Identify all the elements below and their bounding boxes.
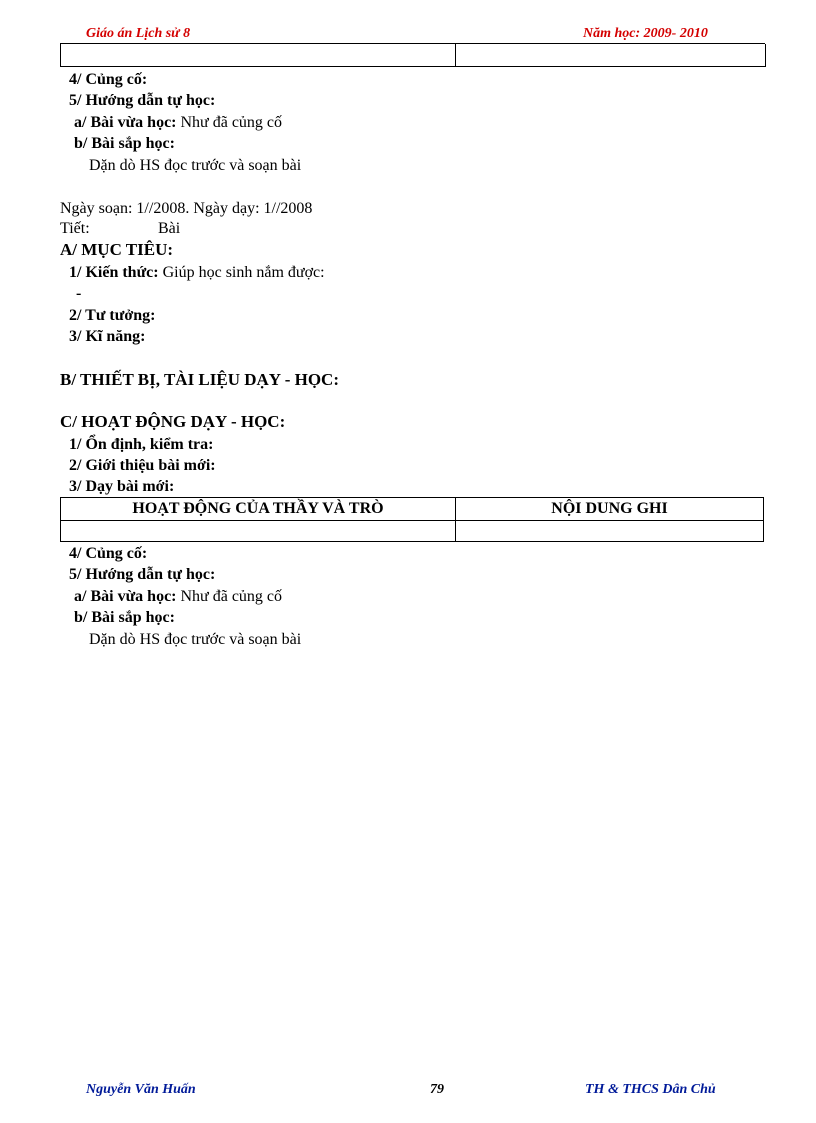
learned-lesson-text-2: Như đã củng cố xyxy=(176,588,283,605)
header-title: Giáo án Lịch sử 8 xyxy=(86,26,191,41)
learned-lesson-line xyxy=(74,114,282,132)
upcoming-lesson-label-2: b/ Bài sắp học: xyxy=(74,609,175,626)
teach-heading: 3/ Dạy bài mới: xyxy=(69,478,175,495)
section-a-heading: A/ MỤC TIÊU: xyxy=(60,240,174,259)
knowledge-text: Giúp học sinh nắm được: xyxy=(158,264,325,281)
upcoming-lesson-label: b/ Bài sắp học: xyxy=(74,135,175,152)
stabilize-heading: 1/ Ổn định, kiểm tra: xyxy=(69,436,214,453)
footer-author: Nguyễn Văn Huấn xyxy=(86,1082,196,1097)
learned-lesson-line-2 xyxy=(74,588,282,606)
learned-lesson-label-2: a/ Bài vừa học: xyxy=(74,588,177,605)
header-school-year: Năm học: 2009- 2010 xyxy=(583,26,708,41)
section-b-heading: B/ THIẾT BỊ, TÀI LIỆU DẠY - HỌC: xyxy=(60,370,339,389)
consolidate-heading: 4/ Củng cố: xyxy=(69,71,148,88)
self-study-heading: 5/ Hướng dẫn tự học: xyxy=(69,92,216,109)
upcoming-lesson-text: Dặn dò HS đọc trước và soạn bài xyxy=(89,157,302,174)
knowledge-line xyxy=(69,264,325,282)
learned-lesson-text: Như đã củng cố xyxy=(176,114,283,131)
self-study-heading-2: 5/ Hướng dẫn tự học: xyxy=(69,566,216,583)
footer-page-number: 79 xyxy=(430,1082,444,1097)
consolidate-heading-2: 4/ Củng cố: xyxy=(69,545,148,562)
bullet-dash: - xyxy=(76,285,82,302)
intro-heading: 2/ Giới thiệu bài mới: xyxy=(69,457,216,474)
ideology-heading: 2/ Tư tưởng: xyxy=(69,307,156,324)
table-header-notes: NỘI DUNG GHI xyxy=(551,500,668,517)
lesson-label: Bài xyxy=(158,220,181,237)
table-header-activities: HOẠT ĐỘNG CỦA THẦY VÀ TRÒ xyxy=(132,500,384,517)
lesson-dates: Ngày soạn: 1//2008. Ngày dạy: 1//2008 xyxy=(60,200,313,217)
table-column-divider xyxy=(455,44,456,66)
skills-heading: 3/ Kĩ năng: xyxy=(69,328,146,345)
previous-table-fragment xyxy=(60,44,766,67)
period-label: Tiết: xyxy=(60,220,90,237)
learned-lesson-label: a/ Bài vừa học: xyxy=(74,114,177,131)
section-c-heading: C/ HOẠT ĐỘNG DẠY - HỌC: xyxy=(60,412,286,431)
upcoming-lesson-text-2: Dặn dò HS đọc trước và soạn bài xyxy=(89,631,302,648)
activity-table xyxy=(60,497,764,542)
footer-school: TH & THCS Dân Chủ xyxy=(585,1082,716,1097)
knowledge-label: 1/ Kiến thức: xyxy=(69,264,159,281)
